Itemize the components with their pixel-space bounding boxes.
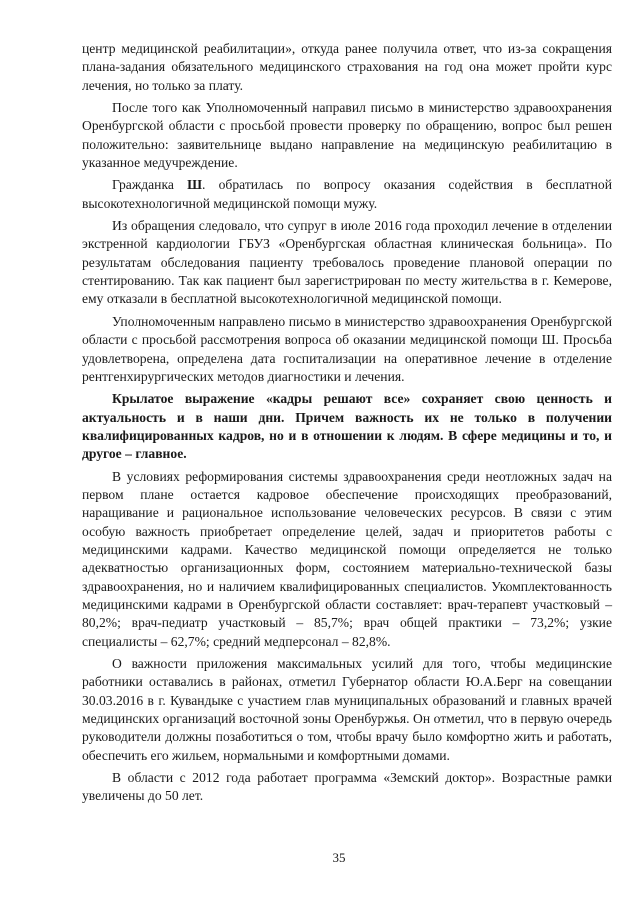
paragraph-rehab-cost: центр медицинской реабилитации», откуда ранее получила ответ, что из-за сокращения плана-задания обязательного медицинского страхования на год она может пройти курс лечения, но только за плату.: [82, 41, 612, 93]
paragraph-governor-meeting: О важности приложения максимальных усилий для того, чтобы медицинские работники оставались в районах, отметил Губернатор области Ю.А.Берг на совещании 30.03.2016 в г. Кувандыке с участием глав муниципальных образований и главных врачей медицинских организаций восточной зоны Оренбуржья. Он отметил, что в первую очередь руководители должны позаботиться о том, чтобы врачу было комфортно жить и работать, обеспечить его жильем, нормальными и комфортными домами.: [82, 656, 612, 763]
page-number: 35: [332, 850, 346, 865]
document-page: [82, 40, 612, 810]
paragraph-staffing-statistics: В условиях реформирования системы здравоохранения среди неотложных задач на первом плане остается кадровое обеспечение происходящих преобразований, наращивание и рациональное использование человеческих ресурсов. В связи с этим особую важность приобретает определение целей, задач и приоритетов работы с медицинскими кадрами. Качество медицинской помощи определяется не только адекватностью организационных форм, состоянием материально-технической базы здравоохранения, но и наличием квалифицированных специалистов. Укомплектованность медицинскими кадрами в Оренбургской области составляет: врач-терапевт участковый – 80,2%; врач-педиатр участковый – 85,7%; врач общей практики – 73,2%; узкие специалисты – 62,7%; средний медперсонал – 82,8%.: [82, 468, 612, 649]
citizen-initial: Ш: [187, 177, 203, 193]
paragraph-citizen-prefix: Гражданка: [112, 177, 188, 193]
paragraph-request-satisfied: Уполномоченным направлено письмо в министерство здравоохранения Оренбургской области с просьбой рассмотрения вопроса об оказании медицинской помощи Ш. Просьба удовлетворена, определена дата госпитализации на оперативное лечение в отделение рентгенхирургических методов диагностики и лечения.: [82, 313, 612, 384]
paragraph-ombudsman-letter: После того как Уполномоченный направил письмо в министерство здравоохранения Оренбургской области с просьбой провести проверку по обращению, вопрос был решен положительно: заявительнице выдано направление на медицинскую реабилитацию в указанное медучреждение.: [82, 100, 612, 171]
paragraph-citizen-appeal: [82, 176, 612, 213]
paragraph-zemsky-doctor: В области с 2012 года работает программа «Земский доктор». Возрастные рамки увеличены до 50 лет.: [82, 770, 612, 804]
paragraph-cadres-quote: Крылатое выражение «кадры решают все» сохраняет свою ценность и актуальность и в наши дни. Причем важность их не только в получении квалифицированных кадров, но и в отношении к людям. В сфере медицины и то, и другое – главное.: [82, 391, 612, 462]
paragraph-appeal-details: Из обращения следовало, что супруг в июле 2016 года проходил лечение в отделении экстренной кардиологии ГБУЗ «Оренбургская областная клиническая больница». По результатам обследования пациенту требовалось проведение плановой операции по стентированию. Так как пациент был зарегистрирован по месту жительства в г. Кемерове, ему отказали в бесплатной высокотехнологичной медицинской помощи.: [82, 218, 612, 307]
paragraph-citizen-rest: . обратилась по вопросу оказания содействия в бесплатной высокотехнологичной медицинской помощи мужу.: [82, 177, 612, 211]
